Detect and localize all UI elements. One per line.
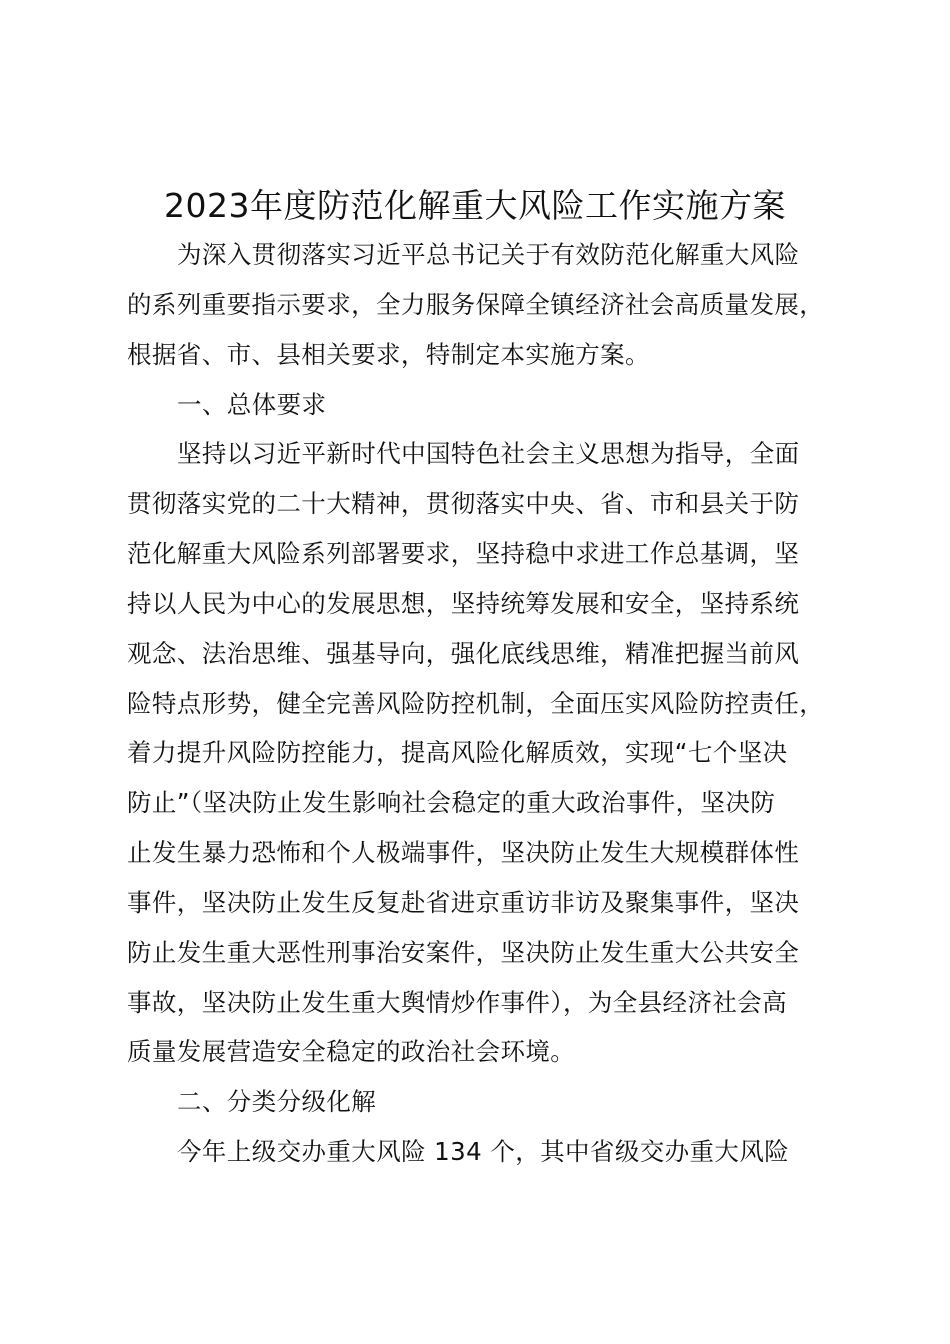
paragraph-line: 防止发生重大恶性刑事治安案件，坚决防止发生重大公共安全 <box>127 938 800 967</box>
paragraph-line: 事件，坚决防止发生反复赴省进京重访非访及聚集事件，坚决 <box>127 888 800 917</box>
document-title: 2023年度防范化解重大风险工作实施方案 <box>164 186 786 225</box>
paragraph-line: 的系列重要指示要求，全力服务保障全镇经济社会高质量发展， <box>127 290 825 319</box>
paragraph-line: 今年上级交办重大风险 134 个，其中省级交办重大风险 <box>177 1137 790 1166</box>
paragraph-line: 止发生暴力恐怖和个人极端事件，坚决防止发生大规模群体性 <box>127 838 800 867</box>
section-heading: 二、分类分级化解 <box>177 1087 377 1116</box>
paragraph-line: 观念、法治思维、强基导向，强化底线思维，精准把握当前风 <box>127 639 800 668</box>
paragraph-line: 坚持以习近平新时代中国特色社会主义思想为指导，全面 <box>177 439 800 468</box>
paragraph-line: 持以人民为中心的发展思想，坚持统筹发展和安全，坚持系统 <box>127 589 800 618</box>
paragraph-line: 质量发展营造安全稳定的政治社会环境。 <box>127 1037 576 1066</box>
paragraph-line: 防止”（坚决防止发生影响社会稳定的重大政治事件，坚决防 <box>127 788 776 817</box>
paragraph-line: 险特点形势，健全完善风险防控机制，全面压实风险防控责任， <box>127 689 825 718</box>
paragraph-line: 贯彻落实党的二十大精神，贯彻落实中央、省、市和县关于防 <box>127 489 800 518</box>
paragraph-line: 范化解重大风险系列部署要求，坚持稳中求进工作总基调，坚 <box>127 539 800 568</box>
section-heading: 一、总体要求 <box>177 390 327 419</box>
paragraph-line: 事故，坚决防止发生重大舆情炒作事件），为全县经济社会高 <box>127 988 788 1017</box>
paragraph-line: 根据省、市、县相关要求，特制定本实施方案。 <box>127 340 650 369</box>
paragraph-line: 为深入贯彻落实习近平总书记关于有效防范化解重大风险 <box>177 240 800 269</box>
paragraph-line: 着力提升风险防控能力，提高风险化解质效，实现“七个坚决 <box>127 738 788 767</box>
